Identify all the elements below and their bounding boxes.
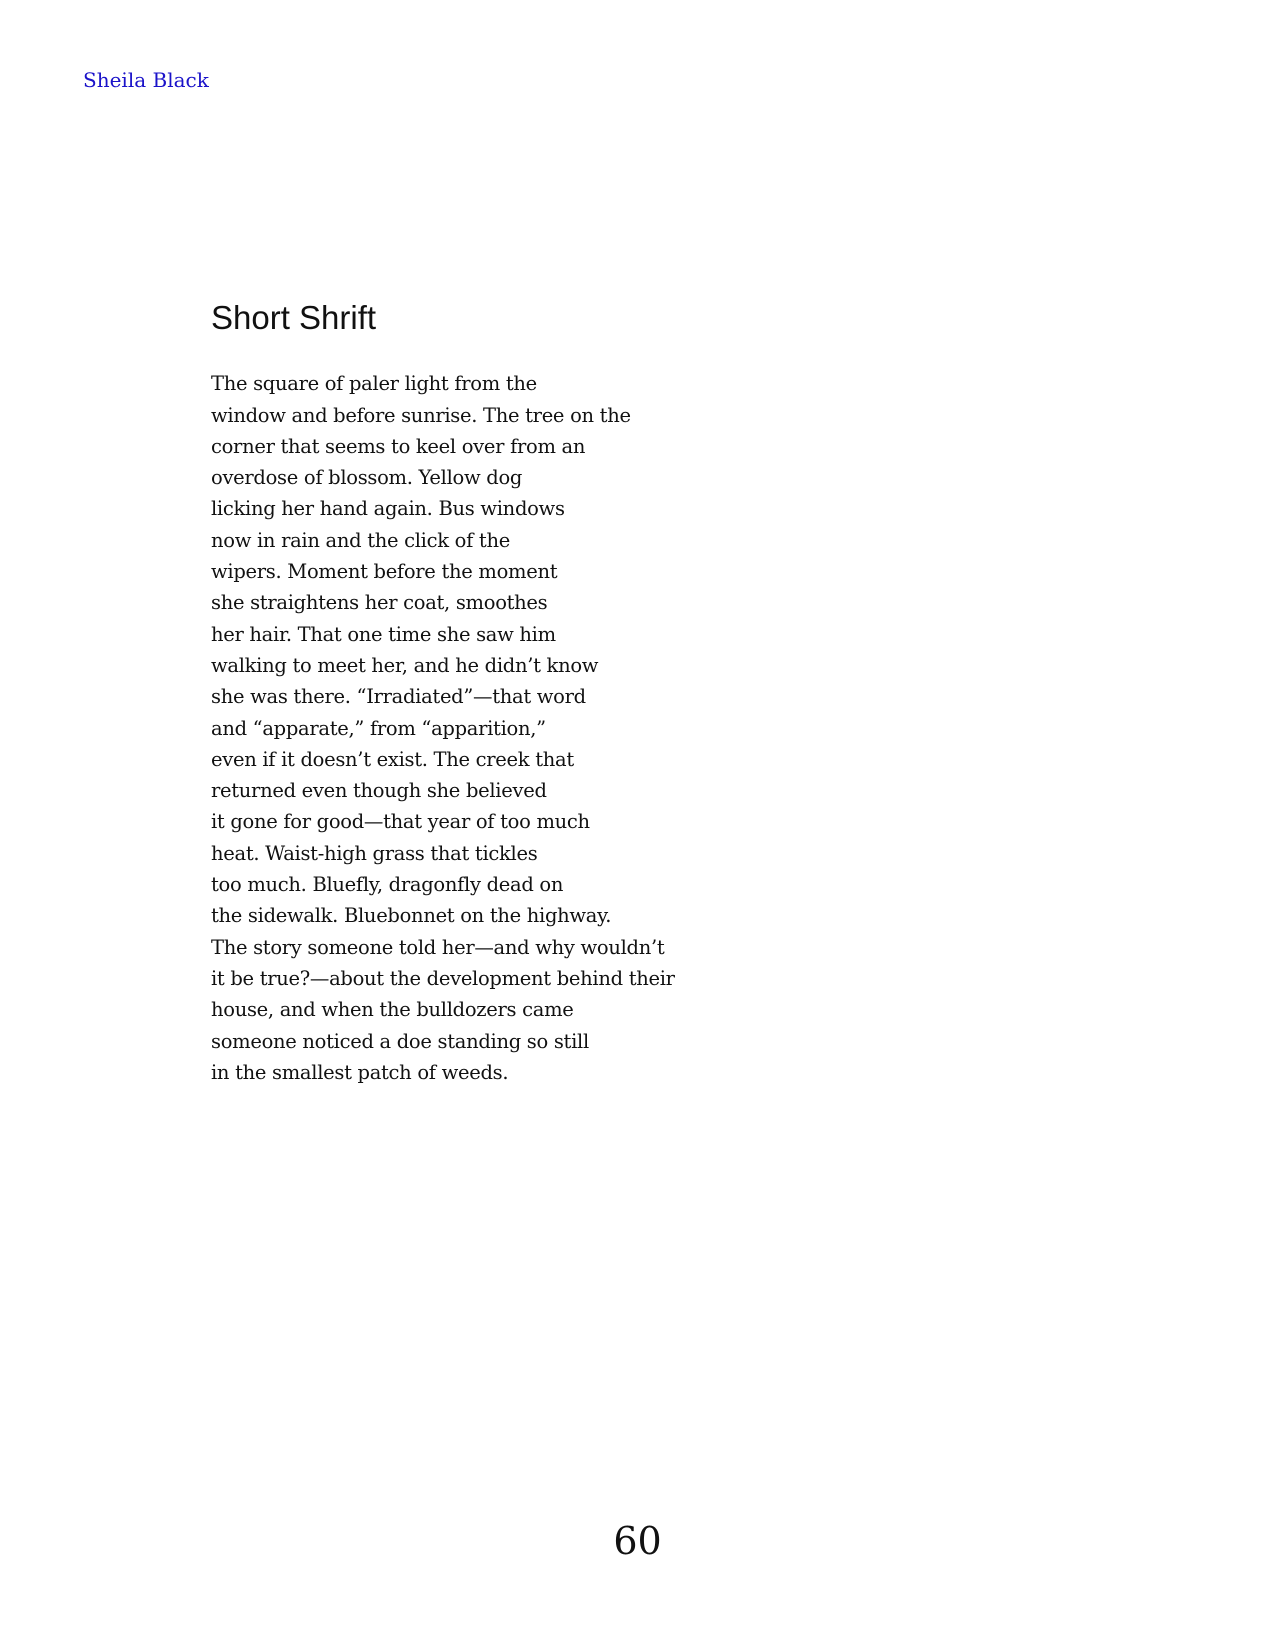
poem-line: overdose of blossom. Yellow dog <box>211 466 523 490</box>
poem-line: walking to meet her, and he didn’t know <box>211 653 599 677</box>
poem-line: heat. Waist-high grass that tickles <box>211 841 538 865</box>
poem-line: The story someone told her—and why wouldn’t <box>211 935 665 959</box>
poem-line: wipers. Moment before the moment <box>211 560 558 584</box>
poem-line: returned even though she believed <box>211 779 547 803</box>
poem-line: she straightens her coat, smoothes <box>211 591 548 615</box>
poem-line: now in rain and the click of the <box>211 528 510 552</box>
poem-line: she was there. “Irradiated”—that word <box>211 685 586 709</box>
poem-line: the sidewalk. Bluebonnet on the highway. <box>211 904 612 928</box>
poem <box>211 300 1111 1088</box>
poem-line: corner that seems to keel over from an <box>211 434 586 458</box>
poem-line: it be true?—about the development behind their <box>211 966 675 990</box>
poem-lines <box>211 368 1111 1088</box>
poem-title: Short Shrift <box>211 299 377 336</box>
poem-line: licking her hand again. Bus windows <box>211 497 565 521</box>
poem-line: too much. Bluefly, dragonfly dead on <box>211 873 564 897</box>
poem-line: in the smallest patch of weeds. <box>211 1060 509 1084</box>
poem-line: it gone for good—that year of too much <box>211 810 590 834</box>
poem-line: The square of paler light from the <box>211 372 537 396</box>
poem-line: even if it doesn’t exist. The creek that <box>211 747 574 771</box>
poem-line: and “apparate,” from “apparition,” <box>211 716 546 740</box>
running-header-author: Sheila Black <box>83 68 209 92</box>
page-number: 60 <box>613 1519 662 1563</box>
poem-line: window and before sunrise. The tree on the <box>211 403 631 427</box>
poem-line: house, and when the bulldozers came <box>211 998 574 1022</box>
poem-line: her hair. That one time she saw him <box>211 622 556 646</box>
poem-line: someone noticed a doe standing so still <box>211 1029 589 1053</box>
